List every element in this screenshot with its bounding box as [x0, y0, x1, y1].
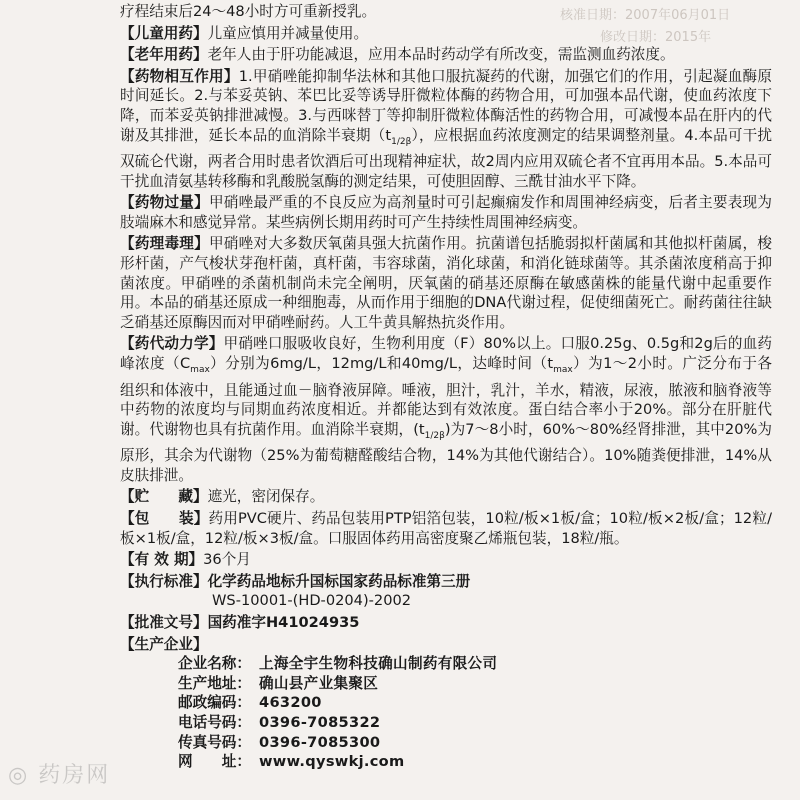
section-text: ），应根据血药浓度测定的结果调整剂量。4.本品可干扰双硫仑代谢，两者合用时患者饮酒后可出现精神症状，故2周内应用双硫仑者不宜再用本品。5.本品可干扰血清氨基转移酶和乳酸脱氢酶的测定结果，可使胆固醇、三酰甘油水平下降。 — [120, 126, 772, 190]
info-row-phone — [178, 713, 772, 733]
section-elderly — [120, 45, 772, 65]
info-label: 传真号码： — [178, 733, 251, 751]
info-label: 生产地址： — [178, 674, 251, 692]
info-value: 上海全宇生物科技确山制药有限公司 — [259, 655, 498, 673]
intro-line: 疗程结束后24～48小时方可重新授乳。 — [120, 3, 377, 20]
section-label: 【生产企业】 — [120, 635, 208, 653]
section-label: 【批准文号】 — [120, 613, 208, 631]
section-label: 【有 效 期】 — [120, 551, 204, 569]
info-row-website — [178, 752, 772, 772]
section-text: 药用PVC硬片、药品包装用PTP铝箔包装，10粒/板×1板/盒；10粒/板×2板/盒；12粒/板×1板/盒，12粒/板×3板/盒。口服固体药用高密度聚乙烯瓶包装，18粒/瓶。 — [120, 509, 772, 547]
section-text: 甲硝唑口服吸收良好，生物利用度（F）80%以上。口服0.25g、0.5g和2g后的血药峰浓度（C — [120, 335, 772, 372]
subscript: max — [553, 364, 573, 375]
section-approval — [120, 613, 772, 633]
section-label: 【贮 藏】 — [120, 488, 208, 506]
bleed-through-text: 修改日期：2015年 — [600, 30, 712, 45]
watermark-text: 药房网 — [38, 763, 111, 788]
section-storage — [120, 487, 772, 507]
section-label: 【包 装】 — [120, 509, 209, 527]
subscript: max — [190, 364, 210, 375]
section-text: )为7～8小时，60%～80%经肾排泄，其中20%为原形，其余为代谢物（25%为葡萄糖醛酸结合物，14%为其他代谢结合）。10%随粪便排泄，14%从皮肤排泄。 — [120, 420, 773, 484]
section-text: 甲硝唑最严重的不良反应为高剂量时可引起癫痫发作和周围神经病变，后者主要表现为肢端麻木和感觉异常。某些病例长期用药时可产生持续性周围神经病变。 — [120, 194, 772, 231]
section-validity — [120, 550, 772, 570]
info-label: 电话号码： — [178, 713, 251, 731]
section-label: 【药物过量】 — [120, 194, 209, 212]
section-text: 儿童应慎用并减量使用。 — [207, 24, 369, 42]
section-label: 【执行标准】 — [120, 572, 208, 590]
section-text: 遮光，密闭保存。 — [207, 488, 325, 506]
section-text: 老年人由于肝功能减退，应用本品时药动学有所改变，需监测血药浓度。 — [207, 46, 675, 64]
section-pharmacokinetics — [120, 334, 772, 485]
package-insert — [120, 2, 772, 772]
section-package — [120, 509, 772, 548]
bleed-through-text: 核准日期：2007年06月01日 — [560, 8, 731, 23]
section-text: 1.甲硝唑能抑制华法林和其他口服抗凝药的代谢，加强它们的作用，引起凝血酶原时间延长。2.与苯妥英钠、苯巴比妥等诱导肝微粒体酶的药物合用，可加强本品代谢，使血药浓度下降，而苯妥英钠排泄减慢。3.与西咪替丁等抑制肝微粒体酶活性的药物合用，可减慢本品在肝内的代谢及其排泄，延长本品的血消除半衰期（t — [120, 67, 772, 144]
section-standard — [120, 572, 772, 592]
section-overdose — [120, 193, 772, 232]
info-row-fax — [178, 733, 772, 753]
section-label: 【儿童用药】 — [120, 24, 208, 42]
section-interaction — [120, 67, 772, 191]
standard-code-text: WS-10001-(HD-0204)-2002 — [212, 592, 412, 610]
section-text: 国药准字H41024935 — [207, 613, 360, 631]
info-value: 0396-7085300 — [259, 733, 381, 751]
section-children — [120, 24, 772, 44]
subscript: 1/2β — [391, 136, 412, 147]
info-row-company — [178, 654, 772, 674]
section-label: 【药代动力学】 — [120, 335, 224, 353]
info-row-postcode — [178, 693, 772, 713]
watermark — [8, 758, 110, 789]
info-label: 企业名称： — [178, 655, 251, 673]
watermark-icon: ◎ — [8, 763, 30, 788]
subscript: 1/2β — [424, 430, 445, 441]
info-value: 0396-7085322 — [259, 713, 381, 731]
manufacturer-info — [178, 654, 772, 772]
section-text: ）分别为6mg/L，12mg/L和40mg/L，达峰时间（t — [209, 355, 554, 372]
info-value: www.qyswkj.com — [259, 753, 405, 771]
info-value: 确山县产业集聚区 — [259, 674, 379, 692]
info-label: 邮政编码： — [178, 694, 251, 712]
section-text: 化学药品地标升国标国家药品标准第三册 — [207, 572, 471, 590]
section-label: 【药物相互作用】 — [120, 67, 239, 85]
section-toxicology — [120, 234, 772, 332]
section-label: 【老年用药】 — [120, 46, 208, 64]
section-label: 【药理毒理】 — [120, 235, 209, 253]
info-value: 463200 — [259, 694, 322, 712]
section-text: 36个月 — [203, 551, 251, 569]
info-label: 网 址： — [178, 753, 251, 771]
section-text: ）为1～2小时。广泛分布于各组织和体液中，且能通过血－脑脊液屏障。唾液，胆汁，乳汁，羊水，精液，尿液，脓液和脑脊液等中药物的浓度均与同期血药浓度相近。并都能达到有效浓度。蛋白结合率小于20%。部分在肝脏代谢。代谢物也具有抗菌作用。血消除半衰期，(t — [120, 355, 772, 438]
info-row-address — [178, 674, 772, 694]
standard-code — [120, 591, 772, 611]
section-text: 甲硝唑对大多数厌氧菌具强大抗菌作用。抗菌谱包括脆弱拟杆菌属和其他拟杆菌属，梭形杆菌，产气梭状芽孢杆菌，真杆菌，韦容球菌，消化球菌，和消化链球菌等。其杀菌浓度稍高于抑菌浓度。甲硝唑的杀菌机制尚未完全阐明，厌氧菌的硝基还原酶在敏感菌株的能量代谢中起重要作用。本品的硝基还原成一种细胞毒，从而作用于细胞的DNA代谢过程，促使细菌死亡。耐药菌往往缺乏硝基还原酶因而对甲硝唑耐药。人工牛黄具解热抗炎作用。 — [120, 235, 772, 331]
section-manufacturer — [120, 635, 772, 655]
